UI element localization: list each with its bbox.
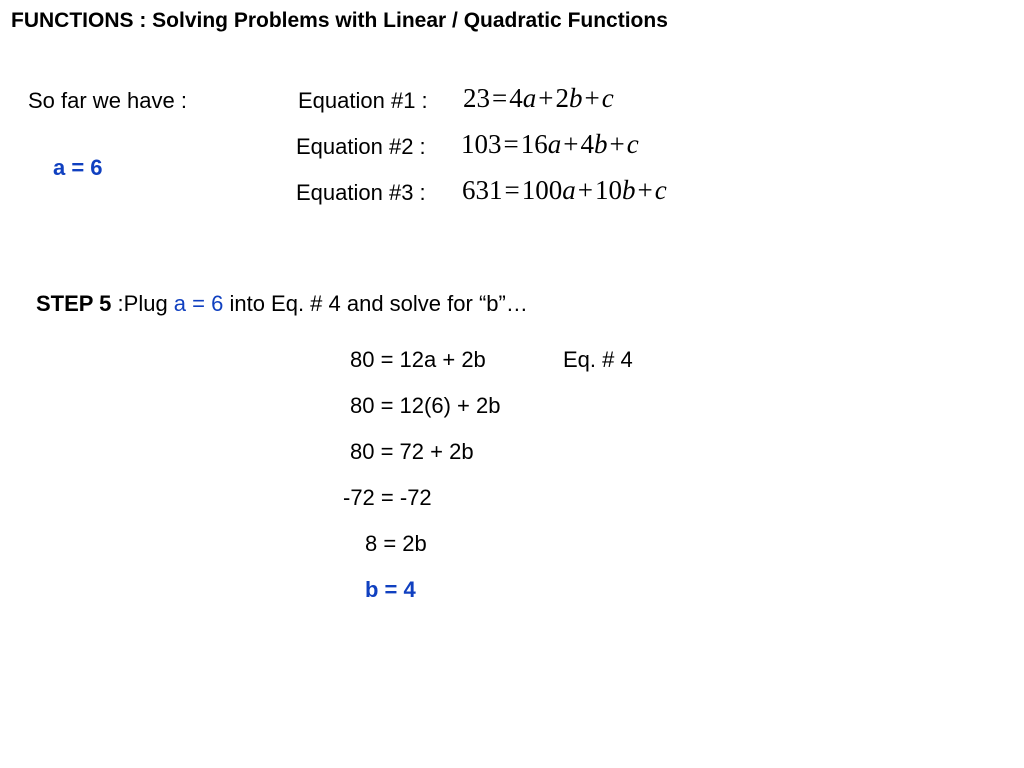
step-number: STEP 5 <box>36 291 112 316</box>
equation-1-label: Equation #1 : <box>298 88 428 113</box>
equation-3-label: Equation #3 : <box>296 180 426 205</box>
step-text-after: into Eq. # 4 and solve for “b”… <box>223 291 528 316</box>
equation-2-lhs: 103 <box>461 129 502 159</box>
solution-line-2: 80 = 12(6) + 2b <box>350 393 501 418</box>
solution-line-1: 80 = 12a + 2b <box>350 347 486 372</box>
solution-line-5: 8 = 2b <box>365 531 427 556</box>
equation-3-lhs: 631 <box>462 175 503 205</box>
solution-line-4: -72 = -72 <box>343 485 432 510</box>
step-highlight: a = 6 <box>173 291 224 316</box>
equation-2-a-coef: 16 <box>520 129 548 159</box>
solution-line-3: 80 = 72 + 2b <box>350 439 474 464</box>
summary-intro: So far we have : <box>28 88 187 113</box>
step-instruction <box>36 291 528 317</box>
equation-1: 23=4a+2b+c <box>463 83 614 113</box>
equation-1-lhs: 23 <box>463 83 490 113</box>
step-text-before: :Plug <box>111 291 174 316</box>
equation-2-label: Equation #2 : <box>296 134 426 159</box>
known-value-a: a = 6 <box>53 155 103 180</box>
equation-3: 631=100a+10b+c <box>462 175 667 205</box>
equation-3-a-coef: 100 <box>521 175 563 205</box>
equation-1-a-coef: 4 <box>509 83 523 113</box>
equation-2-b-coef: 4 <box>580 129 594 159</box>
solution-result: b = 4 <box>365 577 416 602</box>
equation-3-b-coef: 10 <box>594 175 622 205</box>
equation-2: 103=16a+4b+c <box>461 129 639 159</box>
equation-1-b-coef: 2 <box>555 83 569 113</box>
page-title: FUNCTIONS : Solving Problems with Linear / Quadratic Functions <box>11 9 668 32</box>
equation-4-reference: Eq. # 4 <box>563 347 633 372</box>
